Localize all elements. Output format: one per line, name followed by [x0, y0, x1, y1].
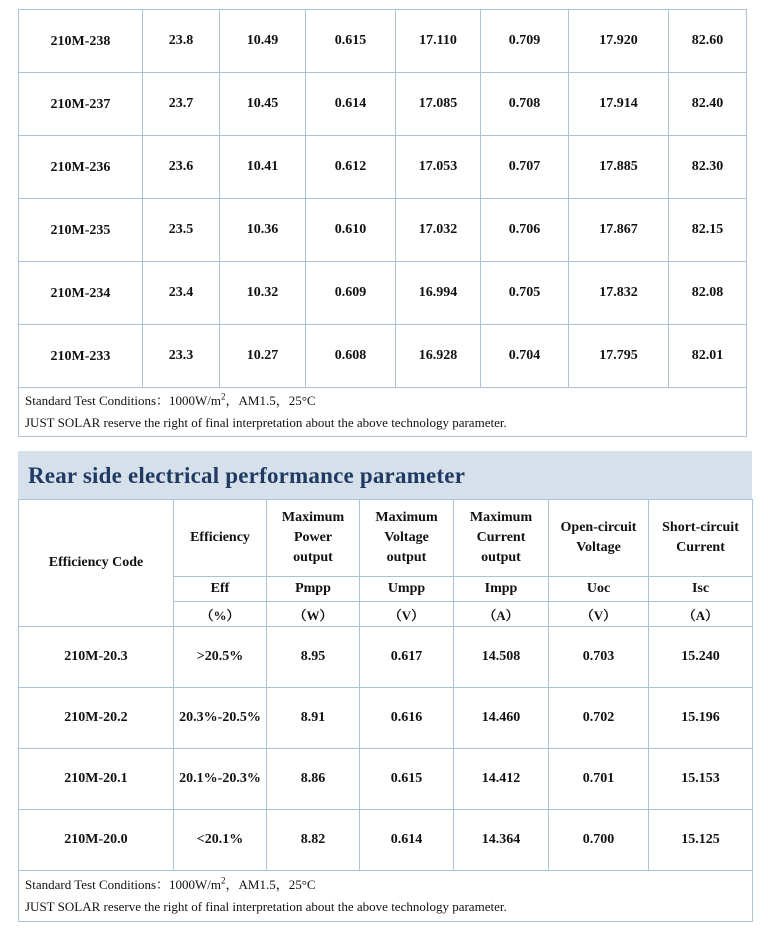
- rear-header-row: [19, 500, 753, 577]
- row-code-cell: 210M-238: [19, 10, 143, 73]
- row-value-cell: 17.795: [569, 325, 669, 388]
- row-value-cell: 10.27: [220, 325, 306, 388]
- row-code-cell: 210M-20.2: [19, 688, 174, 749]
- row-value-cell: 17.914: [569, 73, 669, 136]
- header-max-voltage: Maximum Voltage output: [360, 500, 454, 577]
- unit-uoc: （V）: [549, 602, 649, 627]
- row-value-cell: 0.614: [360, 810, 454, 871]
- row-value-cell: >20.5%: [174, 627, 267, 688]
- header-max-power: Maximum Power output: [267, 500, 360, 577]
- header-max-current: Maximum Current output: [454, 500, 549, 577]
- row-value-cell: 23.6: [143, 136, 220, 199]
- row-code-cell: 210M-236: [19, 136, 143, 199]
- front-disclaimer: JUST SOLAR reserve the right of final interpretation about the above technology parameter.: [25, 415, 507, 430]
- row-value-cell: 14.412: [454, 749, 549, 810]
- row-value-cell: 8.82: [267, 810, 360, 871]
- row-value-cell: 0.614: [306, 73, 396, 136]
- row-value-cell: 82.15: [669, 199, 747, 262]
- row-code-cell: 210M-234: [19, 262, 143, 325]
- row-value-cell: 0.708: [481, 73, 569, 136]
- symbol-impp: Impp: [454, 577, 549, 602]
- table-row: [19, 136, 747, 199]
- row-value-cell: 17.085: [396, 73, 481, 136]
- row-value-cell: 0.706: [481, 199, 569, 262]
- row-value-cell: 0.707: [481, 136, 569, 199]
- row-value-cell: 0.705: [481, 262, 569, 325]
- table-row: [19, 810, 753, 871]
- front-table-note-row: [19, 388, 747, 437]
- row-value-cell: 0.701: [549, 749, 649, 810]
- front-parameter-table: [18, 9, 747, 437]
- row-value-cell: 17.832: [569, 262, 669, 325]
- row-value-cell: 0.700: [549, 810, 649, 871]
- table-row: [19, 749, 753, 810]
- unit-pmpp: （W）: [267, 602, 360, 627]
- row-code-cell: 210M-20.1: [19, 749, 174, 810]
- row-value-cell: 16.994: [396, 262, 481, 325]
- row-value-cell: 82.01: [669, 325, 747, 388]
- row-value-cell: 14.364: [454, 810, 549, 871]
- symbol-umpp: Umpp: [360, 577, 454, 602]
- row-value-cell: 23.8: [143, 10, 220, 73]
- row-value-cell: 8.91: [267, 688, 360, 749]
- row-value-cell: 0.709: [481, 10, 569, 73]
- row-value-cell: 20.1%-20.3%: [174, 749, 267, 810]
- row-value-cell: 0.615: [306, 10, 396, 73]
- row-value-cell: 15.240: [649, 627, 753, 688]
- row-value-cell: 82.60: [669, 10, 747, 73]
- row-code-cell: 210M-20.0: [19, 810, 174, 871]
- header-open-circuit-voltage: Open-circuit Voltage: [549, 500, 649, 577]
- header-efficiency: Efficiency: [174, 500, 267, 577]
- row-value-cell: 14.460: [454, 688, 549, 749]
- row-code-cell: 210M-233: [19, 325, 143, 388]
- row-value-cell: 0.703: [549, 627, 649, 688]
- table-row: [19, 10, 747, 73]
- unit-eff: （%）: [174, 602, 267, 627]
- table-row: [19, 688, 753, 749]
- row-value-cell: 0.608: [306, 325, 396, 388]
- table-row: [19, 627, 753, 688]
- symbol-uoc: Uoc: [549, 577, 649, 602]
- row-code-cell: 210M-237: [19, 73, 143, 136]
- row-value-cell: 20.3%-20.5%: [174, 688, 267, 749]
- row-value-cell: 10.49: [220, 10, 306, 73]
- rear-table-body: [19, 627, 753, 871]
- row-value-cell: 0.702: [549, 688, 649, 749]
- row-value-cell: 14.508: [454, 627, 549, 688]
- row-value-cell: 8.86: [267, 749, 360, 810]
- rear-table-note: [19, 871, 753, 922]
- row-value-cell: 17.867: [569, 199, 669, 262]
- row-value-cell: 23.4: [143, 262, 220, 325]
- row-value-cell: 10.36: [220, 199, 306, 262]
- row-code-cell: 210M-20.3: [19, 627, 174, 688]
- row-value-cell: 0.610: [306, 199, 396, 262]
- row-value-cell: 10.45: [220, 73, 306, 136]
- row-value-cell: 82.30: [669, 136, 747, 199]
- row-value-cell: 15.125: [649, 810, 753, 871]
- rear-test-conditions: Standard Test Conditions：$1000W/m^2$，AM1.5，25°C: [25, 875, 316, 892]
- row-value-cell: 0.615: [360, 749, 454, 810]
- row-value-cell: 82.40: [669, 73, 747, 136]
- row-value-cell: 23.3: [143, 325, 220, 388]
- row-value-cell: 0.612: [306, 136, 396, 199]
- unit-impp: （A）: [454, 602, 549, 627]
- symbol-pmpp: Pmpp: [267, 577, 360, 602]
- table-row: [19, 199, 747, 262]
- row-value-cell: 15.153: [649, 749, 753, 810]
- rear-table-note-row: [19, 871, 753, 922]
- row-value-cell: 10.32: [220, 262, 306, 325]
- unit-isc: （A）: [649, 602, 753, 627]
- row-value-cell: 17.110: [396, 10, 481, 73]
- header-short-circuit-current: Short-circuit Current: [649, 500, 753, 577]
- symbol-eff: Eff: [174, 577, 267, 602]
- table-row: [19, 73, 747, 136]
- row-code-cell: 210M-235: [19, 199, 143, 262]
- row-value-cell: 17.032: [396, 199, 481, 262]
- table-row: [19, 262, 747, 325]
- symbol-isc: Isc: [649, 577, 753, 602]
- front-test-conditions: Standard Test Conditions：$1000W/m^2$，AM1.5，25°C: [25, 391, 316, 408]
- row-value-cell: 17.053: [396, 136, 481, 199]
- unit-umpp: （V）: [360, 602, 454, 627]
- front-table-body: [19, 10, 747, 388]
- row-value-cell: 0.617: [360, 627, 454, 688]
- row-value-cell: 17.920: [569, 10, 669, 73]
- front-table-note: [19, 388, 747, 437]
- row-value-cell: 23.5: [143, 199, 220, 262]
- row-value-cell: 0.616: [360, 688, 454, 749]
- row-value-cell: <20.1%: [174, 810, 267, 871]
- rear-parameter-table: [18, 499, 753, 922]
- rear-section-title: Rear side electrical performance parameter: [18, 451, 752, 499]
- row-value-cell: 82.08: [669, 262, 747, 325]
- row-value-cell: 8.95: [267, 627, 360, 688]
- row-value-cell: 17.885: [569, 136, 669, 199]
- row-value-cell: 15.196: [649, 688, 753, 749]
- header-efficiency-code: Efficiency Code: [19, 500, 174, 627]
- row-value-cell: 10.41: [220, 136, 306, 199]
- row-value-cell: 0.609: [306, 262, 396, 325]
- row-value-cell: 16.928: [396, 325, 481, 388]
- row-value-cell: 0.704: [481, 325, 569, 388]
- table-row: [19, 325, 747, 388]
- rear-disclaimer: JUST SOLAR reserve the right of final interpretation about the above technology parameter.: [25, 899, 507, 914]
- row-value-cell: 23.7: [143, 73, 220, 136]
